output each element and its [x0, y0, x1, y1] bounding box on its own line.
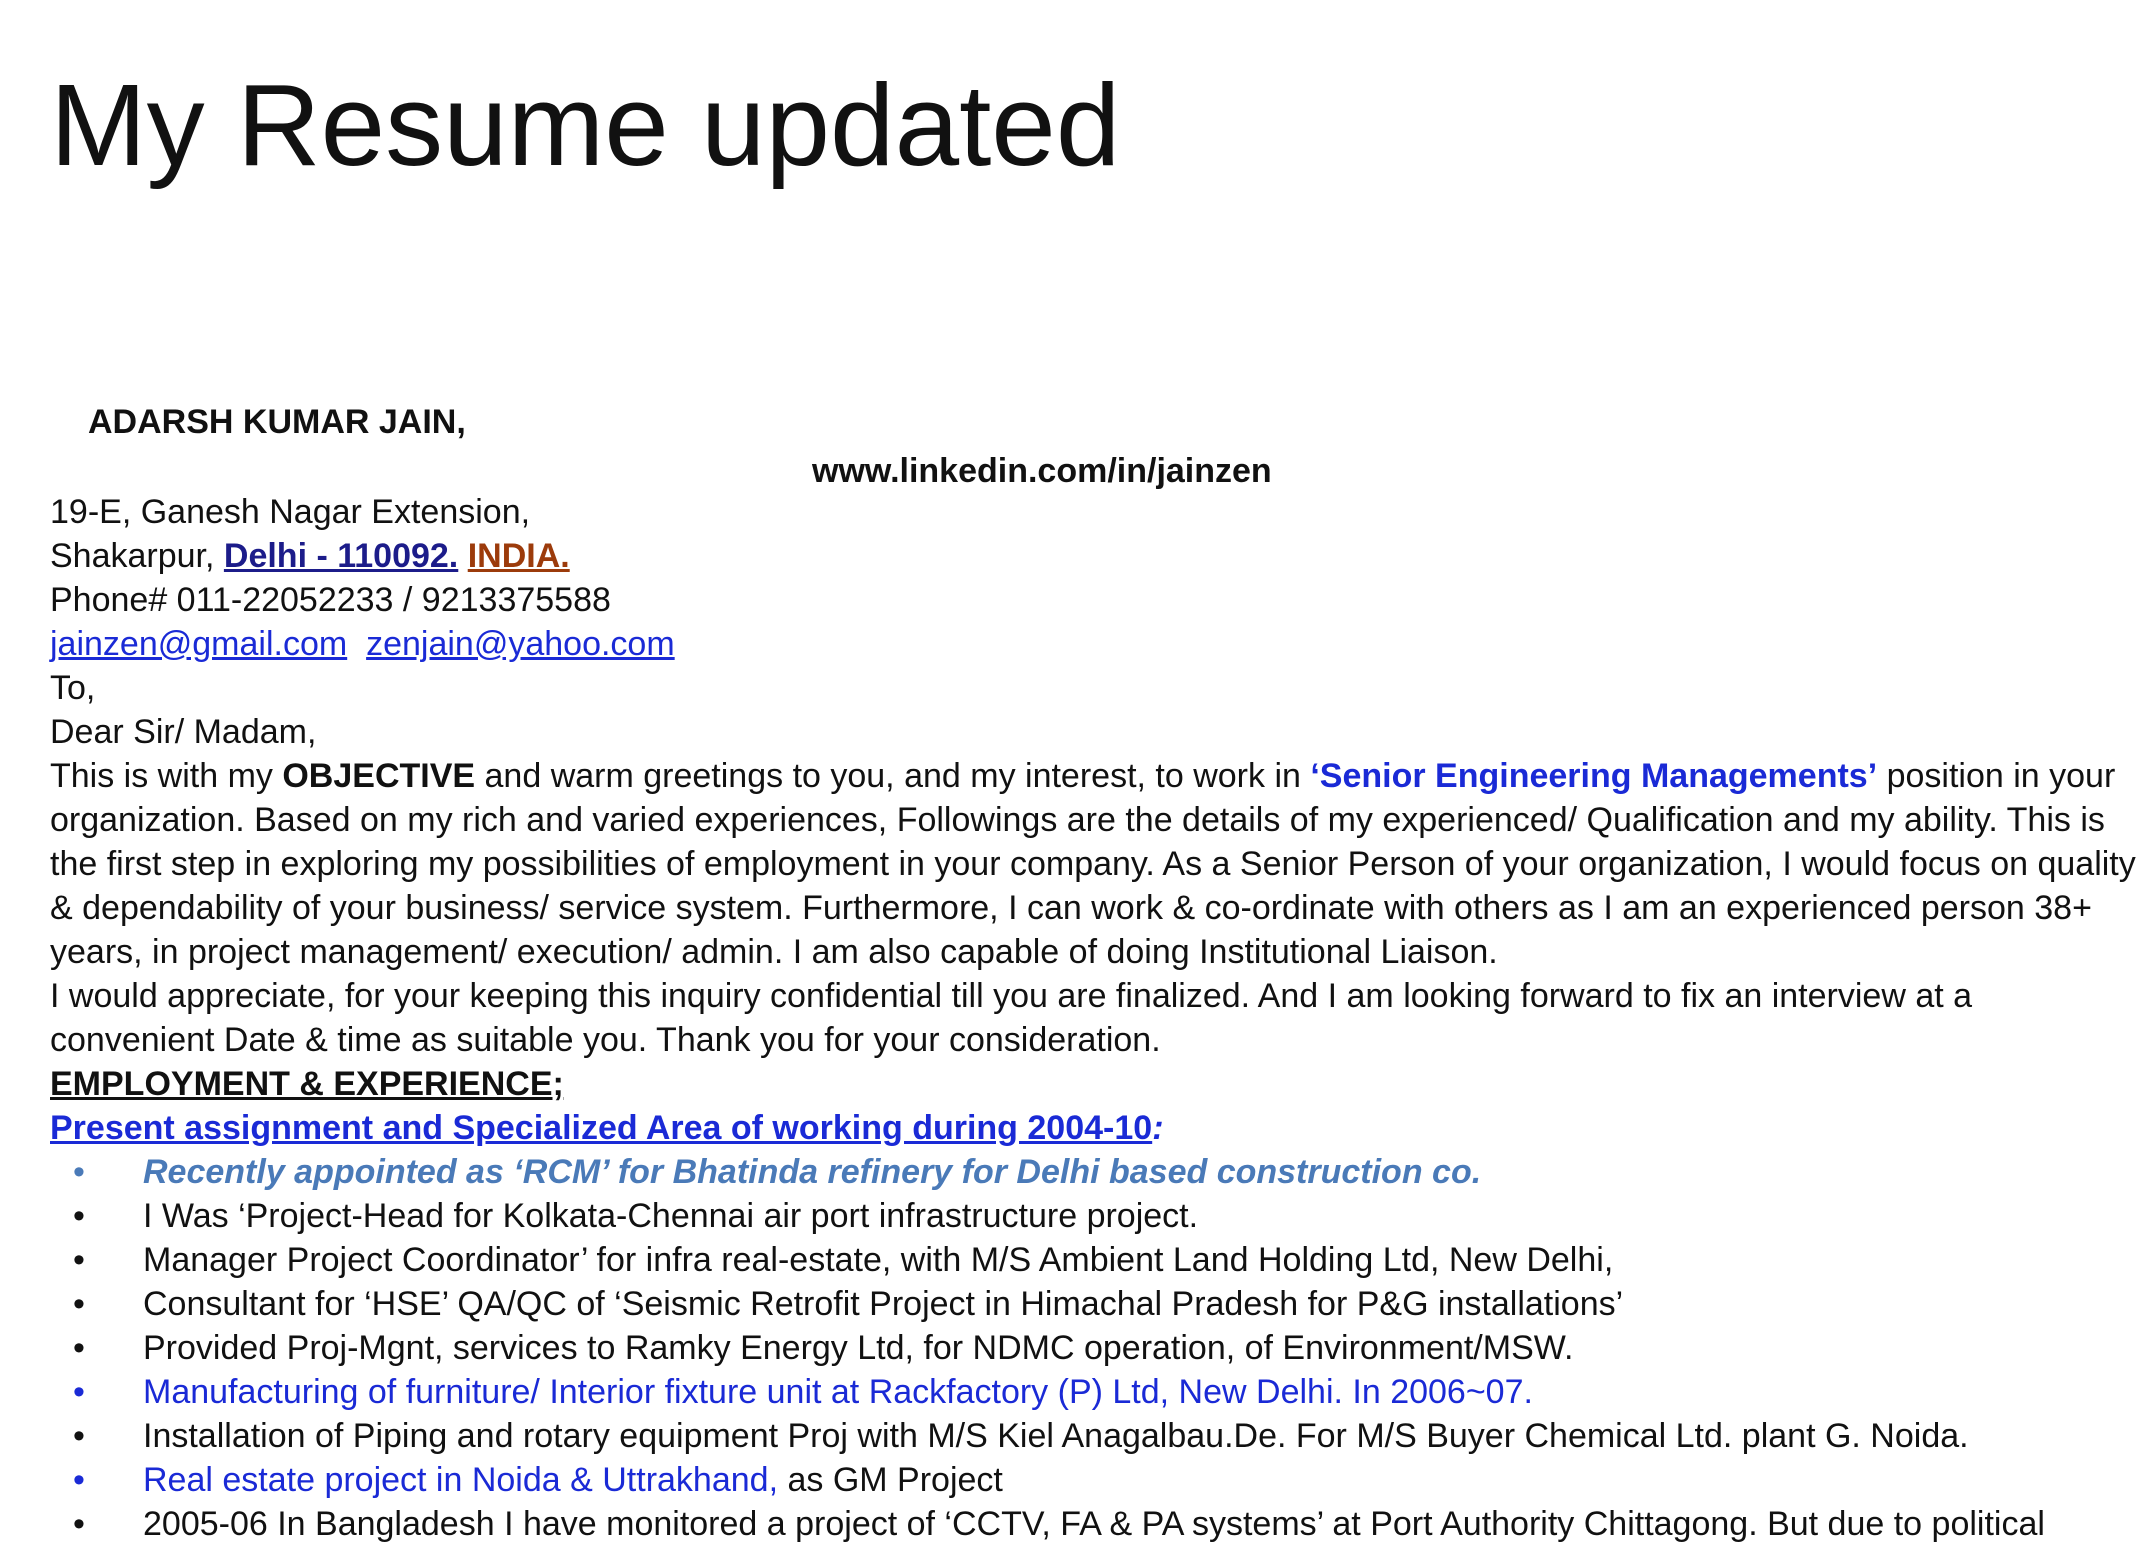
list-item-text: I Was ‘Project-Head for Kolkata-Chennai air port infrastructure project. [143, 1197, 1199, 1235]
list-item-text: 2005-06 In Bangladesh I have monitored a project of ‘CCTV, FA & PA systems’ at Port Authority Chittagong. But due to political [143, 1505, 2045, 1543]
list-item [50, 1151, 2010, 1195]
list-item-text: Installation of Piping and rotary equipment Proj with M/S Kiel Anagalbau.De. For M/S Buyer Chemical Ltd. plant G. Noida. [143, 1417, 1969, 1455]
bullet-icon: • [73, 1461, 85, 1499]
address-prefix: Shakarpur, [50, 537, 224, 575]
address-line-2 [50, 535, 2010, 579]
resume-body [50, 491, 2136, 1547]
bullet-icon: • [73, 1417, 85, 1455]
bullet-icon: • [73, 1505, 85, 1543]
applicant-name: ADARSH KUMAR JAIN, [88, 403, 466, 441]
objective-line-1 [50, 755, 2116, 799]
objective-line: years, in project management/ execution/ admin. I am also capable of doing Institutional Liaison. [50, 933, 1498, 971]
present-assignment-link[interactable]: Present assignment and Specialized Area of working during 2004-10 [50, 1109, 1153, 1147]
objective-line: convenient Date & time as suitable you. Thank you for your consideration. [50, 1021, 1161, 1059]
to-line: To, [50, 669, 96, 707]
salutation: Dear Sir/ Madam, [50, 713, 317, 751]
objective-text-c: position in your [1877, 757, 2116, 795]
list-item [50, 1415, 2010, 1459]
linkedin-url: www.linkedin.com/in/jainzen [812, 452, 1272, 490]
objective-line: I would appreciate, for your keeping this inquiry confidential till you are finalized. And I am looking forward to fix an interview at a [50, 977, 1973, 1015]
email-link-gmail[interactable]: jainzen@gmail.com [50, 625, 348, 663]
page-title: My Resume updated [50, 60, 1121, 190]
list-item [50, 1503, 2045, 1547]
list-item-text-highlight: Real estate project in Noida & Uttrakhand, [143, 1461, 779, 1499]
experience-list [50, 1151, 2045, 1547]
email-line [50, 623, 2010, 667]
list-item-text: Provided Proj-Mgnt, services to Ramky Energy Ltd, for NDMC operation, of Environment/MSW. [143, 1329, 1574, 1367]
list-item [50, 1327, 2010, 1371]
list-item-text: as GM Project [778, 1461, 1003, 1499]
city-link[interactable]: Delhi - 110092. [223, 537, 459, 575]
list-item-text: Manufacturing of furniture/ Interior fixture unit at Rackfactory (P) Ltd, New Delhi. In 2006~07. [143, 1373, 1533, 1411]
present-heading-suffix: : [1152, 1109, 1164, 1147]
email-link-yahoo[interactable]: zenjain@yahoo.com [366, 625, 675, 663]
list-item-text: Recently appointed as ‘RCM’ for Bhatinda refinery for Delhi based construction co. [143, 1153, 1482, 1191]
bullet-icon: • [73, 1241, 85, 1279]
bullet-icon: • [73, 1197, 85, 1235]
bullet-icon: • [73, 1285, 85, 1323]
list-item-text: Consultant for ‘HSE’ QA/QC of ‘Seismic Retrofit Project in Himachal Pradesh for P&G installations’ [143, 1285, 1624, 1323]
phone-line: Phone# 011-22052233 / 9213375588 [50, 581, 611, 619]
list-item [50, 1459, 2010, 1503]
address-line-1: 19-E, Ganesh Nagar Extension, [50, 493, 531, 531]
list-item [50, 1371, 2010, 1415]
bullet-icon: • [73, 1373, 85, 1411]
list-item [50, 1239, 2010, 1283]
employment-heading: EMPLOYMENT & EXPERIENCE; [50, 1065, 564, 1103]
objective-line: organization. Based on my rich and varied experiences, Followings are the details of my experienced/ Qualification and my ability. This is [50, 801, 2105, 839]
objective-text-a: This is with my [50, 757, 283, 795]
bullet-icon: • [73, 1329, 85, 1367]
objective-line: the first step in exploring my possibilities of employment in your company. As a Senior Person of your organization, I would focus on quality [50, 845, 2136, 883]
country-link[interactable]: INDIA. [467, 537, 570, 575]
objective-text-b: and warm greetings to you, and my interest, to work in [475, 757, 1311, 795]
list-item [50, 1195, 2010, 1239]
objective-position: ‘Senior Engineering Managements’ [1310, 757, 1878, 795]
present-assignment-heading [50, 1107, 2010, 1151]
list-item-text: Manager Project Coordinator’ for infra real-estate, with M/S Ambient Land Holding Ltd, New Delhi, [143, 1241, 1614, 1279]
list-item [50, 1283, 2010, 1327]
objective-keyword: OBJECTIVE [282, 757, 476, 795]
objective-line: & dependability of your business/ service system. Furthermore, I can work & co-ordinate with others as I am an experienced person 38+ [50, 889, 2092, 927]
bullet-icon: • [73, 1153, 85, 1191]
